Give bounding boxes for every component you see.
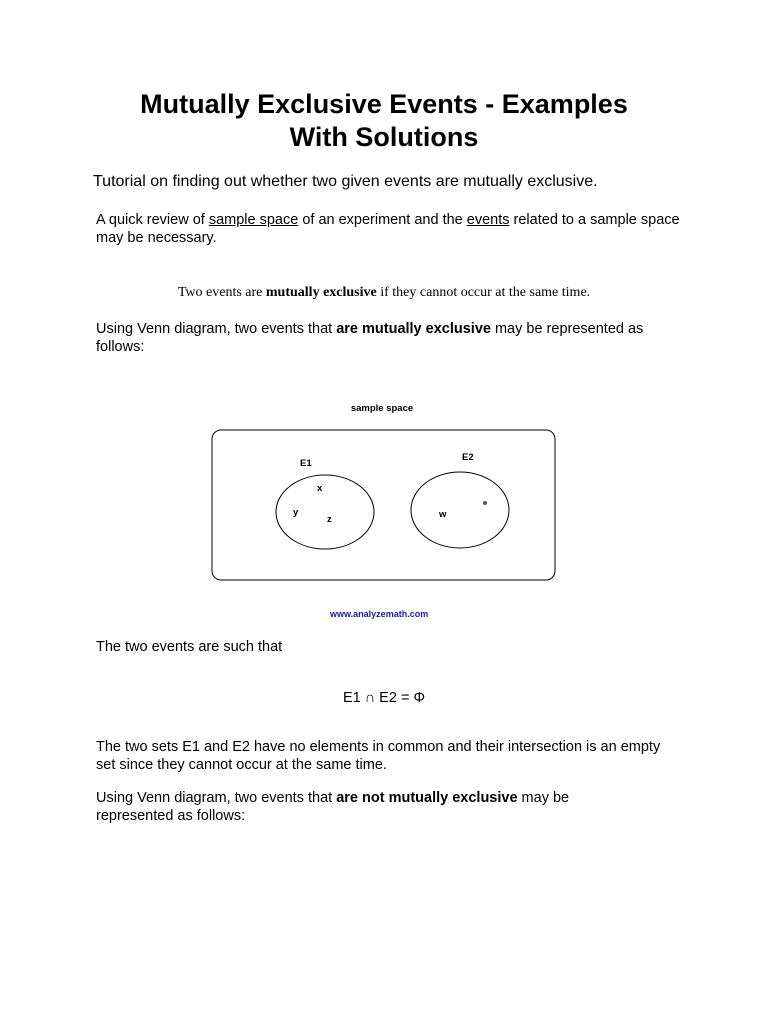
- set-e1-element: z: [327, 514, 332, 525]
- sample-space-link[interactable]: sample space: [208, 212, 299, 228]
- venn-intro-bold: are mutually exclusive: [336, 321, 491, 337]
- watermark: www.analyzemath.com: [330, 609, 429, 619]
- definition-end: if they cannot occur at the same time.: [376, 285, 591, 300]
- review-text-middle: of an experiment and the: [298, 212, 467, 228]
- not-venn-intro-start: Using Venn diagram, two events that: [96, 790, 337, 806]
- review-text-start: A quick review of: [96, 212, 209, 228]
- set-e2-dot: [483, 501, 487, 505]
- sample-space-box: [212, 430, 555, 580]
- definition-bold: mutually exclusive: [265, 285, 377, 300]
- such-that-text: The two events are such that: [96, 639, 283, 655]
- venn-diagram: [200, 396, 570, 626]
- set-e1-label: E1: [300, 458, 312, 469]
- venn-intro-paragraph: [96, 321, 676, 356]
- explanation-paragraph: The two sets E1 and E2 have no elements in common and their intersection is an empty set since they cannot occur at the same time.: [96, 739, 661, 773]
- sample-space-caption: sample space: [350, 403, 414, 414]
- subtitle: Tutorial on finding out whether two given events are mutually exclusive.: [93, 173, 598, 190]
- definition: [0, 284, 768, 302]
- not-venn-intro-paragraph: [96, 790, 636, 825]
- set-e2-label: E2: [462, 452, 474, 463]
- review-paragraph: [96, 212, 696, 247]
- not-venn-intro-end: may be represented as follows:: [96, 790, 570, 824]
- venn-intro-start: Using Venn diagram, two events that: [96, 321, 337, 337]
- not-venn-intro-bold: are not mutually exclusive: [336, 790, 518, 806]
- set-e1-element: x: [317, 483, 323, 494]
- title-line-1: Mutually Exclusive Events - Examples: [140, 89, 628, 119]
- review-text-end: related to a sample space may be necessary.: [96, 212, 680, 246]
- page-title: [0, 88, 768, 154]
- set-e2-element: w: [439, 509, 447, 520]
- set-e1-element: y: [293, 507, 299, 518]
- definition-start: Two events are: [177, 285, 266, 300]
- title-line-2: With Solutions: [289, 122, 479, 152]
- events-link[interactable]: events: [466, 212, 510, 228]
- venn-intro-end: may be represented as follows:: [96, 321, 644, 355]
- intersection-formula: E1 ∩ E2 = Φ: [342, 690, 426, 706]
